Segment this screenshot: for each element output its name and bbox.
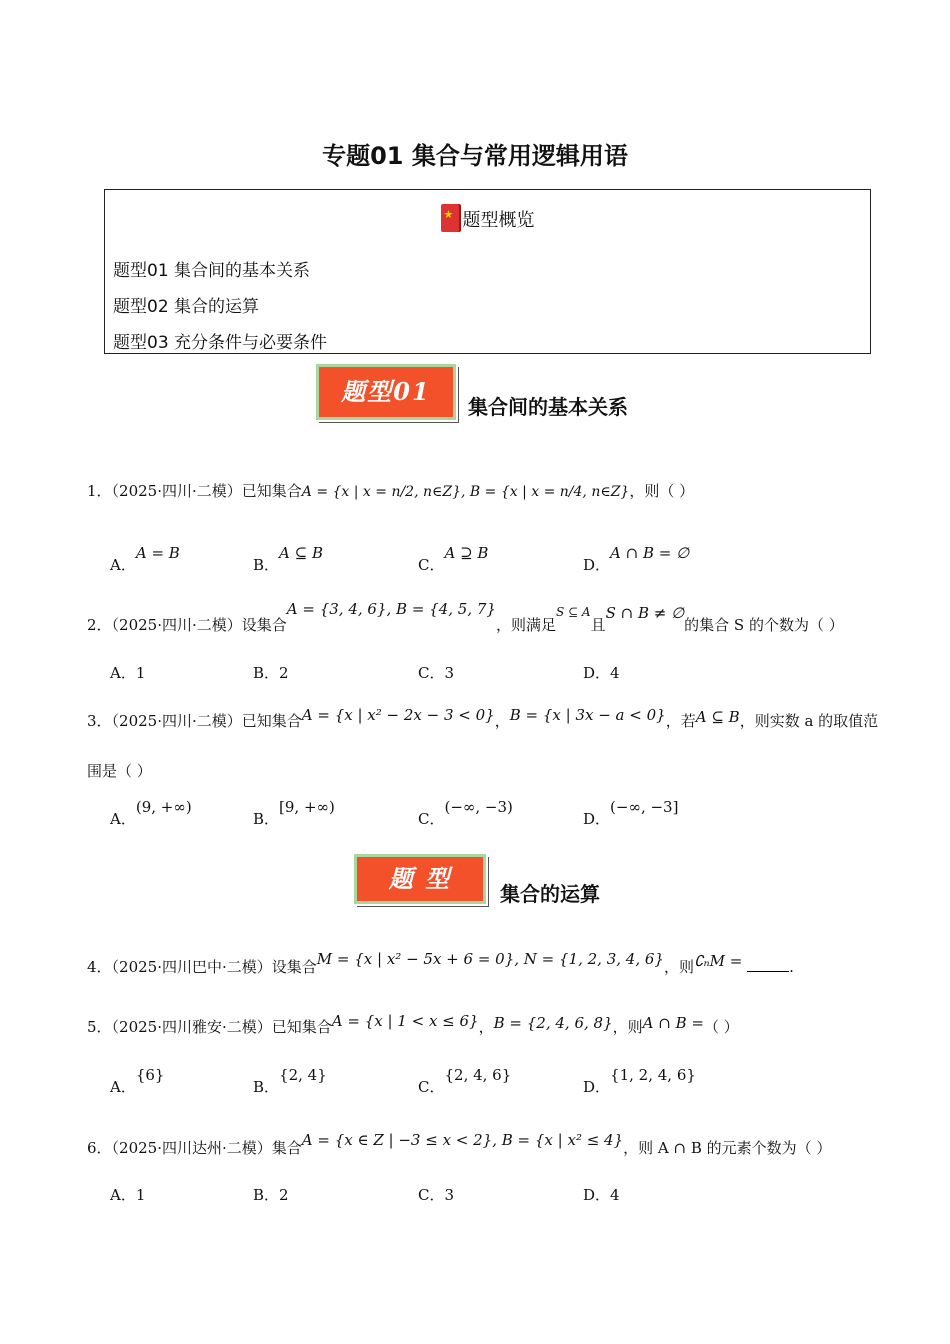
book-icon (441, 204, 459, 232)
overview-item: 题型01 集合间的基本关系 (113, 261, 311, 281)
option-b[interactable]: B．A ⊆ B (253, 544, 323, 574)
option-d[interactable]: D．4 (583, 664, 620, 682)
question-3: 3．（2025·四川·二模）已知集合A = {x | x² − 2x − 3 < 0}，B = {x | 3x − a < 0}，若A ⊆ B，则实数 a 的取值范 (87, 706, 879, 730)
option-a[interactable]: A．{6} (110, 1066, 165, 1096)
overview-item: 题型03 充分条件与必要条件 (113, 333, 328, 353)
question-6: 6．（2025·四川达州·二模）集合A = {x ∈ Z | −3 ≤ x < 2}, B = {x | x² ≤ 4}，则 A ∩ B 的元素个数为（ ） (87, 1131, 832, 1157)
question-1: 1．（2025·四川·二模）已知集合A = {x | x = n/2, n∈Z}, B = {x | x = n/4, n∈Z}，则（ ） (87, 482, 695, 500)
option-c[interactable]: C．3 (418, 664, 455, 682)
section-title: 集合间的基本关系 (468, 395, 628, 419)
page-title: 专题01 集合与常用逻辑用语 (322, 142, 628, 170)
question-4: 4．（2025·四川巴中·二模）设集合M = {x | x² − 5x + 6 = 0}, N = {1, 2, 3, 4, 6}，则∁ₙM = . (87, 950, 794, 976)
math-expression: A = {x | x = n/2, n∈Z}, B = {x | x = n/4, n∈Z} (301, 484, 630, 500)
question-2: 2．（2025·四川·二模）设集合A = {3, 4, 6}, B = {4, 5, 7}，则满足$^{S ⊆ A}$且S ∩ B ≠ ∅的集合 S 的个数为（ ） (87, 600, 844, 634)
option-a[interactable]: A．A = B (110, 544, 180, 574)
option-d[interactable]: D．4 (583, 1186, 620, 1204)
option-c[interactable]: C．A ⊇ B (418, 544, 489, 574)
answer-blank[interactable] (747, 971, 789, 972)
overview-heading: ★题型概览 (105, 204, 870, 232)
option-c[interactable]: C．{2, 4, 6} (418, 1066, 512, 1096)
option-a[interactable]: A．1 (110, 1186, 146, 1204)
option-b[interactable]: B．[9, +∞) (253, 798, 335, 828)
option-d[interactable]: D．A ∩ B = ∅ (583, 544, 690, 574)
overview-box (104, 189, 871, 354)
option-c[interactable]: C．3 (418, 1186, 455, 1204)
option-a[interactable]: A．1 (110, 664, 146, 682)
option-b[interactable]: B．2 (253, 1186, 289, 1204)
option-b[interactable]: B．2 (253, 664, 289, 682)
question-3-continued: 围是（ ） (87, 762, 152, 780)
option-a[interactable]: A．(9, +∞) (110, 798, 192, 828)
overview-item: 题型02 集合的运算 (113, 297, 260, 317)
section-title: 集合的运算 (500, 882, 600, 906)
question-5: 5．（2025·四川雅安·二模）已知集合A = {x | 1 < x ≤ 6}，B = {2, 4, 6, 8}，则A ∩ B =（ ） (87, 1012, 739, 1036)
option-d[interactable]: D．{1, 2, 4, 6} (583, 1066, 696, 1096)
option-d[interactable]: D．(−∞, −3] (583, 798, 679, 828)
section-badge: 题 型 (354, 854, 486, 904)
option-c[interactable]: C．(−∞, −3) (418, 798, 513, 828)
option-b[interactable]: B．{2, 4} (253, 1066, 327, 1096)
section-badge: 题型01 (316, 364, 456, 420)
